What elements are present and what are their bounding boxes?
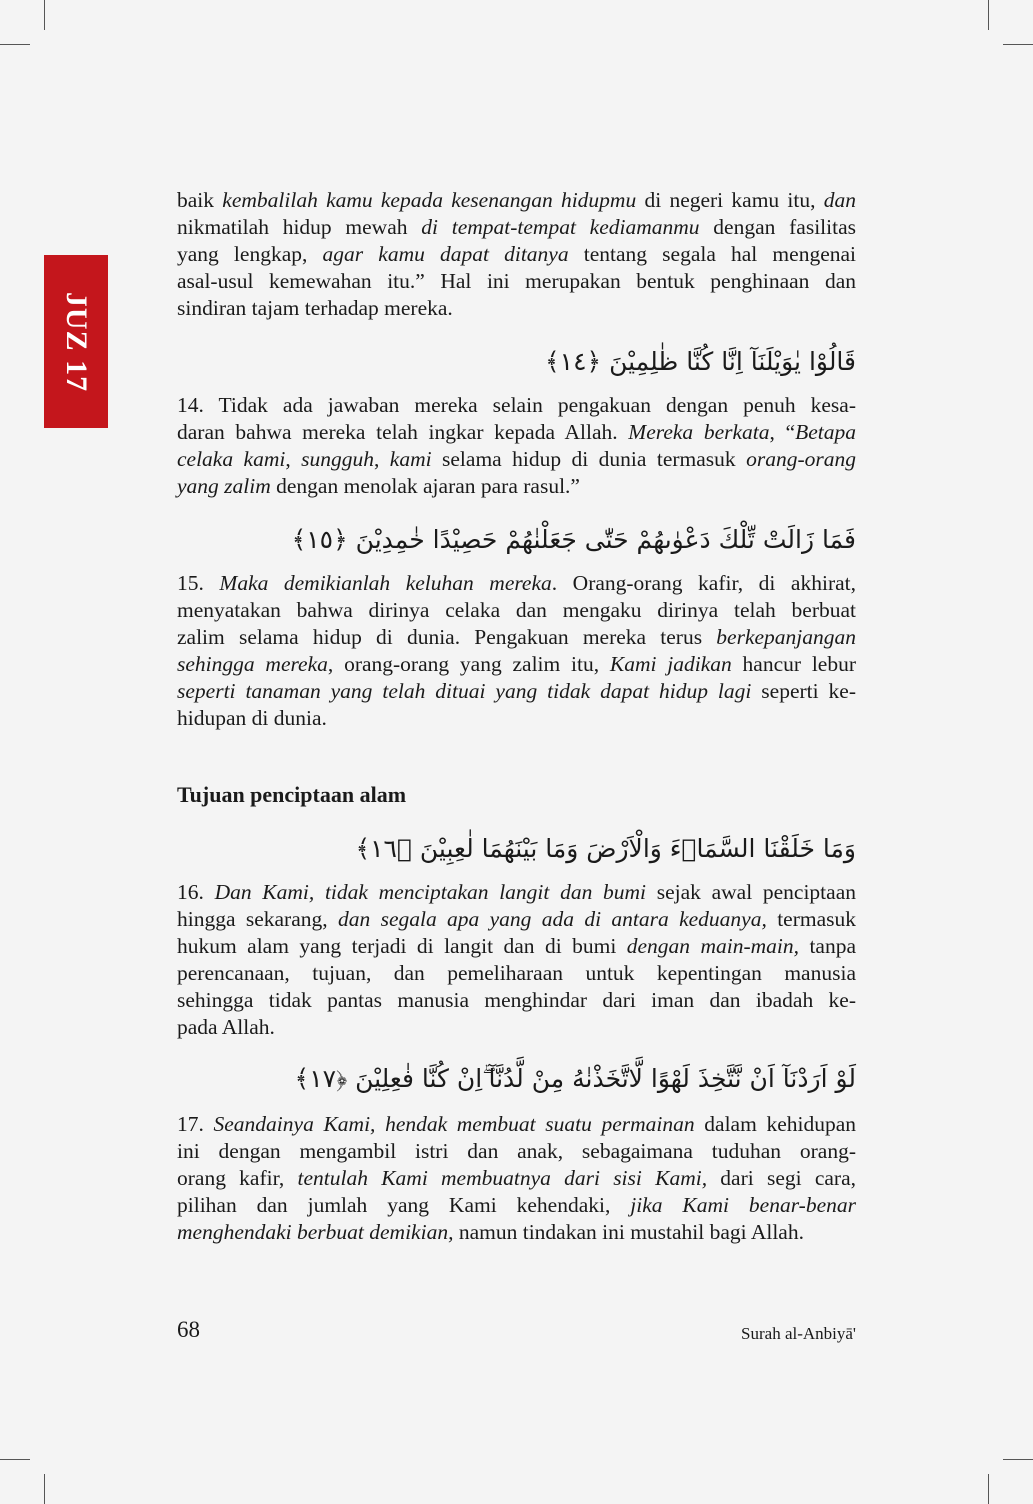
italic-text: Seandainya Kami, hendak membuat suatu permainan [213,1112,695,1136]
text-line [177,906,856,933]
text: nikmatilah hidup mewah [177,215,422,239]
text: dari segi cara, [707,1166,856,1190]
text: asal-usul kemewahan itu.” Hal ini merupakan bentuk penghinaan dan [177,269,856,293]
text: 16. [177,880,215,904]
text-line [177,268,856,295]
paragraph-verse-17 [177,1111,856,1246]
text: ini dengan mengambil istri dan anak, sebagaimana tuduhan orang- [177,1139,856,1163]
crop-mark [1003,1459,1033,1460]
text: sejak awal penciptaan [646,880,856,904]
text: daran bahwa mereka telah ingkar kepada Allah. [177,420,629,444]
text: termasuk [766,907,857,931]
text-line [177,597,856,624]
italic-text: dengan main-main, [626,934,800,958]
italic-text: di tempat-tempat kediamanmu [421,215,700,239]
paragraph-verse-14 [177,392,856,500]
italic-text: jika Kami benar-benar [630,1193,856,1217]
text-line [177,241,856,268]
text: , [374,447,390,471]
italic-text: celaka kami [177,447,286,471]
text-line [177,446,856,473]
text-line [177,1192,856,1219]
italic-text: menghendaki berbuat demikian, [177,1220,454,1244]
text-line [177,1014,856,1041]
italic-text: tentulah Kami membuatnya dari sisi Kami, [297,1166,708,1190]
italic-text: sungguh [301,447,374,471]
juz-tab [44,255,108,428]
text-line [177,214,856,241]
italic-text: Maka demikianlah keluhan mereka [219,571,552,595]
text: . Orang-orang kafir, di akhirat, [551,571,856,595]
text: hukum alam yang terjadi di langit dan di bumi [177,934,627,958]
text-line [177,651,856,678]
text-line [177,570,856,597]
text: dengan menolak ajaran para rasul.” [270,474,580,498]
text: menyatakan bahwa dirinya celaka dan mengaku dirinya telah berbuat [177,598,856,622]
text-line [177,1219,856,1246]
text-line [177,879,856,906]
italic-text: agar kamu dapat ditanya [322,242,569,266]
italic-text: Dan Kami, tidak menciptakan langit dan bumi [214,880,647,904]
verse-14-arabic: قَالُوْا يٰوَيْلَنَآ اِنَّا كُنَّا ظٰلِمِيْنَ ﴿١٤﴾ [545,347,856,376]
crop-mark [44,1474,45,1504]
text: sindiran tajam terhadap mereka. [177,296,453,320]
crop-mark [988,1474,989,1504]
italic-text: Betapa [795,420,856,444]
text: baik [177,188,223,212]
italic-text: orang-orang [746,447,856,471]
italic-text: kembalilah kamu kepada kesenangan hidupmu [222,188,637,212]
text-line [177,419,856,446]
italic-text: dan segala apa yang ada di antara keduanya, [337,907,767,931]
text: tentang segala hal mengenai [568,242,856,266]
italic-text: yang zalim [177,474,271,498]
text-line [177,392,856,419]
italic-text: dan [823,188,856,212]
text: tanpa [799,934,857,958]
crop-mark [0,1459,30,1460]
paragraph-verse-16 [177,879,856,1041]
text-line [177,705,856,732]
italic-text: berkepanjangan [716,625,856,649]
italic-text: kami [389,447,432,471]
text: hidupan di dunia. [177,706,327,730]
text: seperti ke- [751,679,856,703]
running-head: Surah al-Anbiyā' [741,1324,856,1343]
text-line [177,987,856,1014]
text: zalim selama hidup di dunia. Pengakuan mereka terus [177,625,717,649]
paragraph-verse-15 [177,570,856,732]
section-heading: Tujuan penciptaan alam [177,782,407,807]
text: pilihan dan jumlah yang Kami kehendaki, [177,1193,631,1217]
text-line [177,933,856,960]
text: 17. [177,1112,214,1136]
text: dalam kehidupan [694,1112,857,1136]
crop-mark [988,0,989,30]
text: sehingga tidak pantas manusia menghindar dari iman dan ibadah ke- [177,988,856,1012]
verse-16-arabic: وَمَا خَلَقْنَا السَّمَاۤءَ وَالْاَرْضَ وَمَا بَيْنَهُمَا لٰعِبِيْنَ ﴿١٦﴾ [355,834,856,863]
crop-mark [1003,44,1033,45]
text-line [177,1138,856,1165]
paragraph-intro [177,187,856,322]
text: , orang-orang yang zalim itu, [327,652,610,676]
text: orang kafir, [177,1166,298,1190]
text: hingga sekarang, [177,907,338,931]
text: , “ [769,420,796,444]
text-line [177,473,856,500]
verse-15-arabic: فَمَا زَالَتْ تِّلْكَ دَعْوٰىهُمْ حَتّٰى جَعَلْنٰهُمْ حَصِيْدًا خٰمِدِيْنَ ﴿١٥﴾ [291,525,856,554]
text-line [177,960,856,987]
crop-mark [44,0,45,30]
text: selama hidup di dunia termasuk [431,447,747,471]
italic-text: Kami jadikan [609,652,732,676]
crop-mark [0,44,30,45]
text-line [177,187,856,214]
text: 14. Tidak ada jawaban mereka selain pengakuan dengan penuh kesa- [177,393,856,417]
italic-text: seperti tanaman yang telah dituai yang tidak dapat hidup lagi [177,679,752,703]
italic-text: sehingga mereka [177,652,328,676]
text-line [177,624,856,651]
text: dengan fasilitas [699,215,857,239]
text: , [285,447,302,471]
text: yang lengkap, [177,242,323,266]
italic-text: Mereka berkata [628,420,770,444]
page-number: 68 [177,1317,200,1342]
text: hancur lebur [731,652,857,676]
text-line [177,1165,856,1192]
juz-label: JUZ 17 [60,291,93,392]
text-line [177,1111,856,1138]
text: di negeri kamu itu, [636,188,824,212]
text-line [177,678,856,705]
text-line [177,295,856,322]
text: namun tindakan ini mustahil bagi Allah. [453,1220,804,1244]
verse-17-arabic: لَوْ اَرَدْنَآ اَنْ نَّتَّخِذَ لَهْوًا لَّاتَّخَذْنٰهُ مِنْ لَّدُنَّآ ۖاِنْ كُنَّا فٰعِلِيْنَ ﴿١٧﴾ [294,1064,856,1093]
text: pada Allah. [177,1015,275,1039]
text: 15. [177,571,220,595]
text: perencanaan, tujuan, dan pemeliharaan untuk kepentingan manusia [177,961,856,985]
